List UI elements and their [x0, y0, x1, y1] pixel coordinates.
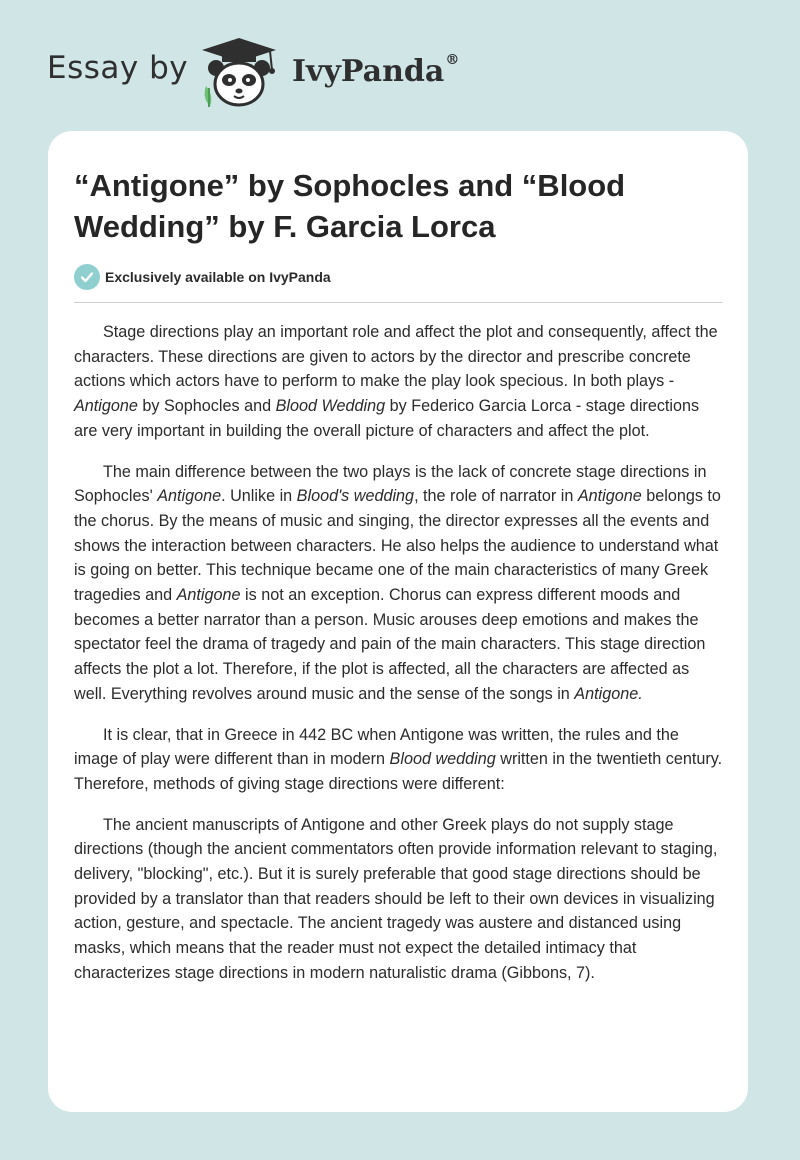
- paragraph-text: The ancient manuscripts of Antigone and other Greek plays do not supply stage directions (though the ancient commentators often provide information relevant to staging, delivery, "blocking", etc.). But it is surely preferable that good stage directions should be provided by a translator than that readers should be left to their own devices in visualizing action, gesture, and spectacle. The ancient tragedy was austere and distanced using masks, which means that the reader must not expect the detailed intimacy that characterizes stage directions in modern naturalistic drama (Gibbons, 7).: [74, 815, 718, 982]
- italic-title-text: Antigone.: [574, 684, 643, 703]
- essay-paragraph: [74, 320, 726, 444]
- brand-name[interactable]: [292, 54, 459, 89]
- essay-paragraph: [74, 723, 726, 797]
- paragraph-text: It is clear, that in Greece in 442 BC when Antigone was written, the rules and the image of play were different than in modern: [74, 725, 679, 769]
- paragraph-text: , the role of narrator in: [414, 487, 578, 506]
- essay-body: [74, 320, 726, 1002]
- essay-paragraph: [74, 813, 726, 986]
- page-title: “Antigone” by Sophocles and “Blood Wedding” by F. Garcia Lorca: [74, 168, 626, 244]
- paragraph-text: by Sophocles and: [137, 397, 276, 416]
- exclusive-badge-label: Exclusively available on IvyPanda: [105, 269, 331, 285]
- essay-by-label: Essay by: [47, 50, 189, 86]
- italic-title-text: Blood Wedding: [275, 397, 386, 416]
- essay-card: [48, 131, 748, 1112]
- paragraph-text: written in the twentieth century. Therefore, methods of giving stage directions were different:: [74, 750, 723, 793]
- italic-title-text: Blood wedding: [389, 750, 496, 769]
- italic-title-text: Antigone: [74, 397, 138, 416]
- paragraph-text: by Federico Garcia Lorca - stage directions are very important in building the overall picture of characters and affect the plot.: [74, 397, 700, 440]
- italic-title-text: Antigone: [176, 586, 241, 605]
- paragraph-text: belongs to the chorus. By the means of music and singing, the director expresses all the events and shows the interaction between characters. He also helps the audience to understand what is going on better. This technique became one of the main characteristics of many Greek tragedies and: [74, 487, 721, 605]
- brand-text: IvyPanda: [292, 54, 445, 89]
- divider: [74, 302, 723, 303]
- check-circle-icon: [74, 264, 100, 290]
- exclusive-badge: [74, 263, 331, 291]
- registered-mark: ®: [445, 52, 460, 68]
- paragraph-text: . Unlike in: [221, 487, 297, 506]
- italic-title-text: Antigone: [157, 487, 222, 506]
- paragraph-text: The main difference between the two plays is the lack of concrete stage directions in Sophocles': [74, 462, 707, 506]
- panda-graduate-logo-icon[interactable]: [200, 36, 278, 108]
- italic-title-text: Antigone: [577, 487, 642, 506]
- site-header: [0, 0, 800, 130]
- essay-paragraph: [74, 460, 726, 707]
- paragraph-text: is not an exception. Chorus can express different moods and becomes a better narrator than a person. Music arouses deep emotions and makes the spectator feel the drama of tragedy and pain of the main characters. This stage direction affects the plot a lot. Therefore, if the plot is affected, all the characters are affected as well. Everything revolves around music and the sense of the songs in: [74, 586, 706, 703]
- italic-title-text: Blood's wedding: [296, 487, 415, 506]
- paragraph-text: Stage directions play an important role and affect the plot and consequently, affect the characters. These directions are given to actors by the director and prescribe concrete actions which actors have to perform to make the play look specious. In both plays -: [74, 323, 718, 391]
